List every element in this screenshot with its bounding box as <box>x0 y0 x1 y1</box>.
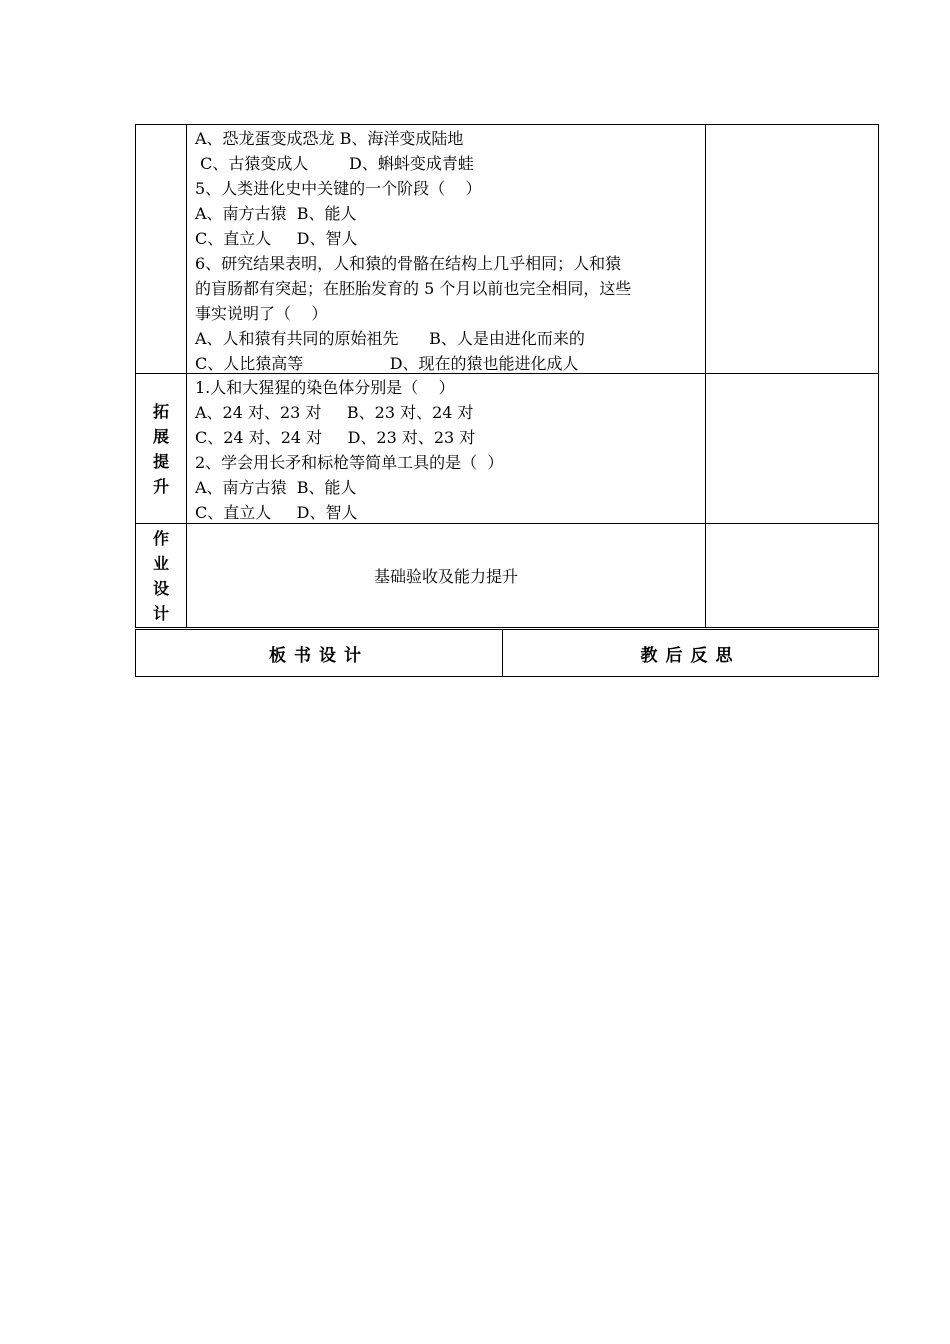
text-line: 1.人和大猩猩的染色体分别是（ ） <box>195 378 455 397</box>
table-row <box>136 125 879 374</box>
side-label-cell-empty <box>136 125 187 374</box>
text-line: 的盲肠都有突起；在胚胎发育的 5 个月以前也完全相同，这些 <box>195 279 632 298</box>
text-line: A、恐龙蛋变成恐龙 B、海洋变成陆地 <box>195 129 464 148</box>
text-line: C、直立人 D、智人 <box>195 503 358 522</box>
homework-content: 基础验收及能力提升 <box>187 524 706 628</box>
text-line: A、24 对、23 对 B、23 对、24 对 <box>195 403 474 422</box>
text-line: 5、人类进化史中关键的一个阶段（ ） <box>195 179 482 198</box>
questions-cell <box>187 125 706 374</box>
text-line: C、24 对、24 对 D、23 对、23 对 <box>195 428 476 447</box>
text-line: C、直立人 D、智人 <box>195 229 358 248</box>
text-line: A、南方古猿 B、能人 <box>195 478 357 497</box>
text-line: A、人和猿有共同的原始祖先 B、人是由进化而来的 <box>195 329 585 348</box>
text-line: 6、研究结果表明，人和猿的骨骼在结构上几乎相同；人和猿 <box>195 254 622 273</box>
text-line: A、南方古猿 B、能人 <box>195 204 357 223</box>
extension-questions-cell <box>187 374 706 524</box>
lesson-table <box>135 124 879 628</box>
text-line: 2、学会用长矛和标枪等简单工具的是（ ） <box>195 453 504 472</box>
notes-cell <box>706 125 879 374</box>
footer-table <box>135 629 879 677</box>
text-line: C、古猿变成人 D、蝌蚪变成青蛙 <box>195 154 474 173</box>
board-design-heading: 板书设计 <box>136 630 503 677</box>
side-label-homework: 作 业 设 计 <box>136 524 187 628</box>
side-label-extension: 拓 展 提 升 <box>136 374 187 524</box>
teaching-reflection-heading: 教后反思 <box>503 630 879 677</box>
notes-cell <box>706 374 879 524</box>
text-line: 事实说明了（ ） <box>195 304 328 323</box>
table-row <box>136 524 879 628</box>
table-row <box>136 630 879 677</box>
text-line: C、人比猿高等 D、现在的猿也能进化成人 <box>195 354 579 373</box>
notes-cell <box>706 524 879 628</box>
table-row <box>136 374 879 524</box>
